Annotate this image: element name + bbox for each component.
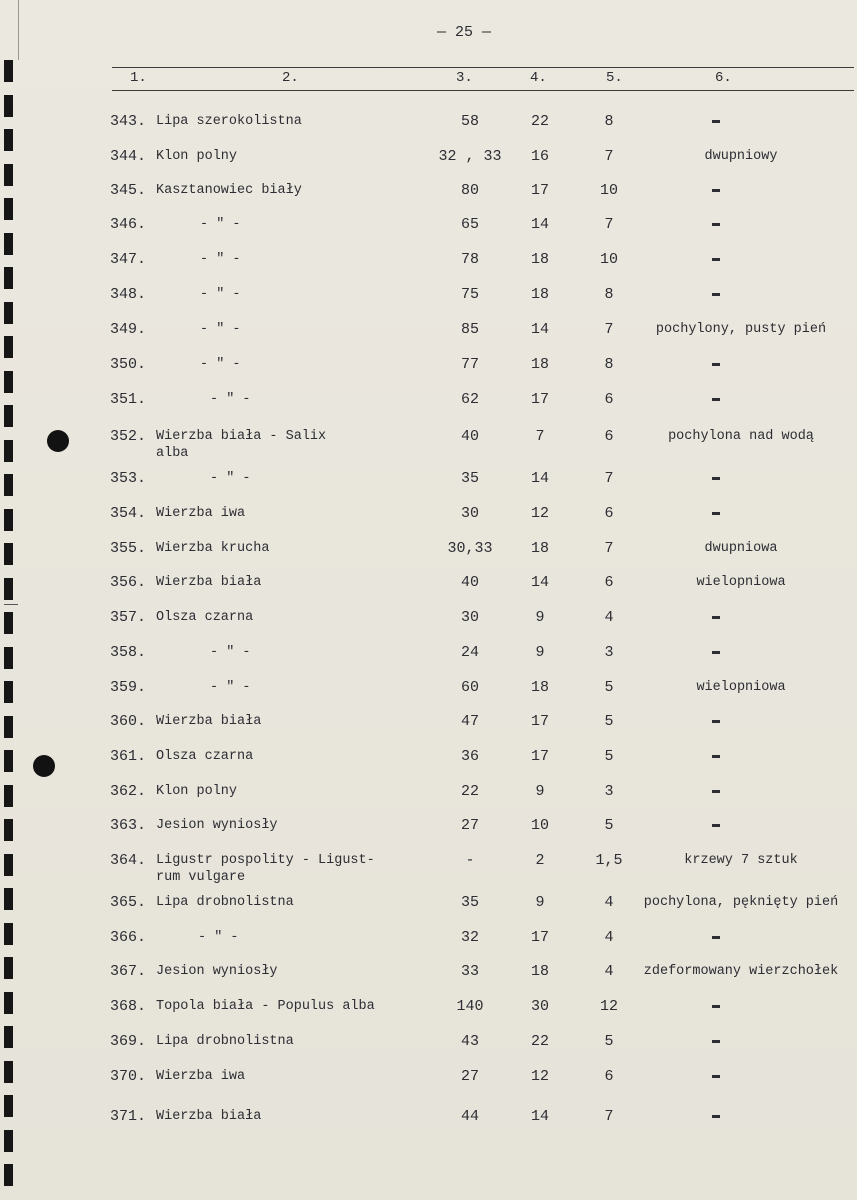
- col3-value: 24: [460, 644, 479, 661]
- binding-mark: [4, 888, 13, 910]
- col3-value: 40: [460, 574, 479, 591]
- col4-value: 17: [530, 929, 549, 946]
- row-number: 343.: [110, 113, 147, 130]
- col4-value: 10: [530, 817, 549, 834]
- remarks: pochylona nad wodą: [668, 429, 814, 444]
- col3-value: 32 , 33: [438, 148, 502, 165]
- binding-mark: [4, 129, 13, 151]
- col3-value: 30: [460, 505, 479, 522]
- col3-value: 58: [460, 113, 479, 130]
- col4-value: 14: [530, 216, 549, 233]
- remarks: dwupniowa: [704, 541, 778, 556]
- col4-value: 18: [530, 540, 549, 557]
- row-number: 346.: [110, 216, 147, 233]
- species-name: - " -: [210, 392, 251, 407]
- row-number: 350.: [110, 356, 147, 373]
- col5-value: 3: [604, 783, 614, 800]
- row-number: 354.: [110, 505, 147, 522]
- binding-mark: [4, 854, 13, 876]
- binding-mark: [4, 233, 13, 255]
- col4-value: 9: [535, 644, 545, 661]
- row-number: 358.: [110, 644, 147, 661]
- binding-mark: [4, 716, 13, 738]
- col5-value: 7: [604, 540, 614, 557]
- col4-value: 22: [530, 1033, 549, 1050]
- col5-value: 5: [604, 713, 614, 730]
- row-number: 369.: [110, 1033, 147, 1050]
- row-number: 357.: [110, 609, 147, 626]
- col4-value: 14: [530, 470, 549, 487]
- binding-mark: [4, 681, 13, 703]
- binding-mark: [4, 198, 13, 220]
- species-name: Klon polny: [156, 149, 238, 164]
- remarks-dash: [712, 1109, 720, 1126]
- col3-value: 30: [460, 609, 479, 626]
- remarks-dash: [712, 930, 720, 947]
- remarks-dash: [712, 217, 720, 234]
- col4-value: 14: [530, 1108, 549, 1125]
- col3-value: 33: [460, 963, 479, 980]
- header-rule-bottom: [112, 90, 854, 91]
- remarks: zdeformowany wierzchołek: [643, 964, 839, 979]
- col3-value: 35: [460, 470, 479, 487]
- species-name: Jesion wyniosły: [156, 964, 278, 979]
- remarks-dash: [712, 1069, 720, 1086]
- page-number: — 25 —: [437, 24, 492, 41]
- col3-value: 35: [460, 894, 479, 911]
- species-name: Wierzba biała: [156, 1109, 262, 1124]
- col5-value: 1,5: [595, 852, 623, 869]
- remarks-dash: [712, 114, 720, 131]
- col5-value: 12: [599, 998, 618, 1015]
- row-number: 345.: [110, 182, 147, 199]
- col4-value: 17: [530, 748, 549, 765]
- species-name-cont: alba: [156, 446, 189, 461]
- row-number: 360.: [110, 713, 147, 730]
- col4-value: 2: [535, 852, 545, 869]
- row-number: 366.: [110, 929, 147, 946]
- punch-hole: [47, 430, 69, 452]
- remarks-dash: [712, 471, 720, 488]
- col4-value: 12: [530, 1068, 549, 1085]
- remarks-dash: [712, 784, 720, 801]
- species-name-cont: rum vulgare: [156, 870, 246, 885]
- col5-value: 10: [599, 182, 618, 199]
- col3-value: 60: [460, 679, 479, 696]
- remarks-dash: [712, 392, 720, 409]
- binding-mark: [4, 267, 13, 289]
- row-number: 359.: [110, 679, 147, 696]
- row-number: 347.: [110, 251, 147, 268]
- col3-value: 27: [460, 817, 479, 834]
- binding-mark: [4, 509, 13, 531]
- binding-mark: [4, 1095, 13, 1117]
- col4-value: 18: [530, 356, 549, 373]
- col3-value: 44: [460, 1108, 479, 1125]
- col5-value: 6: [604, 391, 614, 408]
- species-name: Wierzba biała - Salix: [156, 429, 327, 444]
- col5-value: 6: [604, 505, 614, 522]
- remarks: krzewy 7 sztuk: [684, 853, 798, 868]
- binding-mark: [4, 1164, 13, 1186]
- remarks-dash: [712, 999, 720, 1016]
- col4-value: 17: [530, 391, 549, 408]
- col4-value: 16: [530, 148, 549, 165]
- col3-value: 62: [460, 391, 479, 408]
- punch-hole: [33, 755, 55, 777]
- col4-value: 9: [535, 894, 545, 911]
- binding-mark: [4, 647, 13, 669]
- species-name: - " -: [198, 930, 239, 945]
- binding-mark: [4, 474, 13, 496]
- species-name: - " -: [200, 252, 241, 267]
- remarks: wielopniowa: [696, 680, 786, 695]
- species-name: - " -: [210, 645, 251, 660]
- row-number: 344.: [110, 148, 147, 165]
- remarks-dash: [712, 357, 720, 374]
- binding-mark: [4, 543, 13, 565]
- species-name: Topola biała - Populus alba: [156, 999, 375, 1014]
- species-name: Jesion wyniosły: [156, 818, 278, 833]
- col3-value: 85: [460, 321, 479, 338]
- species-name: Lipa drobnolistna: [156, 895, 294, 910]
- species-name: - " -: [200, 217, 241, 232]
- species-name: - " -: [200, 357, 241, 372]
- col3-value: 36: [460, 748, 479, 765]
- binding-mark: [4, 992, 13, 1014]
- margin-dash: [4, 604, 18, 605]
- binding-mark: [4, 819, 13, 841]
- remarks-dash: [712, 1034, 720, 1051]
- binding-mark: [4, 336, 13, 358]
- col5-value: 6: [604, 1068, 614, 1085]
- binding-mark: [4, 1061, 13, 1083]
- remarks-dash: [712, 645, 720, 662]
- row-number: 361.: [110, 748, 147, 765]
- species-name: Lipa drobnolistna: [156, 1034, 294, 1049]
- species-name: Kasztanowiec biały: [156, 183, 302, 198]
- col-header-1: 1.: [130, 70, 147, 86]
- row-number: 371.: [110, 1108, 147, 1125]
- remarks: wielopniowa: [696, 575, 786, 590]
- row-number: 365.: [110, 894, 147, 911]
- col5-value: 8: [604, 356, 614, 373]
- col5-value: 7: [604, 148, 614, 165]
- col4-value: 18: [530, 679, 549, 696]
- species-name: Wierzba biała: [156, 575, 262, 590]
- col4-value: 9: [535, 609, 545, 626]
- col3-value: 43: [460, 1033, 479, 1050]
- col4-value: 7: [535, 428, 545, 445]
- remarks-dash: [712, 749, 720, 766]
- col4-value: 14: [530, 574, 549, 591]
- binding-mark: [4, 1026, 13, 1048]
- col5-value: 6: [604, 574, 614, 591]
- col3-value: 27: [460, 1068, 479, 1085]
- col-header-5: 5.: [606, 70, 623, 86]
- remarks-dash: [712, 183, 720, 200]
- col5-value: 7: [604, 470, 614, 487]
- col5-value: 4: [604, 963, 614, 980]
- col5-value: 10: [599, 251, 618, 268]
- col4-value: 14: [530, 321, 549, 338]
- species-name: Ligustr pospolity - Ligust-: [156, 853, 375, 868]
- col3-value: 77: [460, 356, 479, 373]
- species-name: Wierzba krucha: [156, 541, 270, 556]
- col3-value: 47: [460, 713, 479, 730]
- col5-value: 6: [604, 428, 614, 445]
- binding-mark: [4, 95, 13, 117]
- page-edge-line: [18, 0, 19, 60]
- row-number: 368.: [110, 998, 147, 1015]
- col3-value: 40: [460, 428, 479, 445]
- col5-value: 7: [604, 216, 614, 233]
- row-number: 364.: [110, 852, 147, 869]
- col5-value: 4: [604, 929, 614, 946]
- col5-value: 3: [604, 644, 614, 661]
- col-header-3: 3.: [456, 70, 473, 86]
- col5-value: 7: [604, 1108, 614, 1125]
- col-header-6: 6.: [715, 70, 732, 86]
- species-name: - " -: [210, 471, 251, 486]
- col3-value: 80: [460, 182, 479, 199]
- species-name: - " -: [200, 287, 241, 302]
- header-rule-top: [112, 67, 854, 68]
- binding-mark: [4, 371, 13, 393]
- remarks: pochylona, pęknięty pień: [643, 895, 839, 910]
- col3-value: 140: [456, 998, 484, 1015]
- col3-value: 30,33: [447, 540, 493, 557]
- col3-value: -: [465, 852, 475, 869]
- col5-value: 4: [604, 894, 614, 911]
- row-number: 353.: [110, 470, 147, 487]
- col3-value: 75: [460, 286, 479, 303]
- row-number: 355.: [110, 540, 147, 557]
- col5-value: 5: [604, 817, 614, 834]
- row-number: 367.: [110, 963, 147, 980]
- species-name: - " -: [210, 680, 251, 695]
- col4-value: 17: [530, 713, 549, 730]
- binding-mark: [4, 957, 13, 979]
- col5-value: 5: [604, 748, 614, 765]
- remarks-dash: [712, 818, 720, 835]
- col4-value: 30: [530, 998, 549, 1015]
- col4-value: 9: [535, 783, 545, 800]
- col3-value: 32: [460, 929, 479, 946]
- binding-mark: [4, 302, 13, 324]
- remarks: dwupniowy: [704, 149, 778, 164]
- remarks-dash: [712, 610, 720, 627]
- col5-value: 4: [604, 609, 614, 626]
- col4-value: 18: [530, 286, 549, 303]
- col-header-2: 2.: [282, 70, 299, 86]
- binding-mark: [4, 612, 13, 634]
- col3-value: 22: [460, 783, 479, 800]
- binding-mark: [4, 60, 13, 82]
- binding-mark: [4, 923, 13, 945]
- species-name: Klon polny: [156, 784, 238, 799]
- row-number: 363.: [110, 817, 147, 834]
- remarks-dash: [712, 287, 720, 304]
- binding-mark: [4, 1130, 13, 1152]
- row-number: 351.: [110, 391, 147, 408]
- row-number: 348.: [110, 286, 147, 303]
- row-number: 349.: [110, 321, 147, 338]
- species-name: Olsza czarna: [156, 749, 254, 764]
- col4-value: 22: [530, 113, 549, 130]
- col5-value: 7: [604, 321, 614, 338]
- col5-value: 8: [604, 113, 614, 130]
- row-number: 370.: [110, 1068, 147, 1085]
- remarks: pochylony, pusty pień: [655, 322, 827, 337]
- col4-value: 18: [530, 251, 549, 268]
- col4-value: 18: [530, 963, 549, 980]
- row-number: 356.: [110, 574, 147, 591]
- remarks-dash: [712, 714, 720, 731]
- col5-value: 8: [604, 286, 614, 303]
- binding-mark: [4, 750, 13, 772]
- col3-value: 65: [460, 216, 479, 233]
- col3-value: 78: [460, 251, 479, 268]
- species-name: Olsza czarna: [156, 610, 254, 625]
- col5-value: 5: [604, 1033, 614, 1050]
- species-name: Wierzba biała: [156, 714, 262, 729]
- remarks-dash: [712, 506, 720, 523]
- species-name: Wierzba iwa: [156, 1069, 246, 1084]
- species-name: - " -: [200, 322, 241, 337]
- species-name: Lipa szerokolistna: [156, 114, 302, 129]
- row-number: 352.: [110, 428, 147, 445]
- row-number: 362.: [110, 783, 147, 800]
- col5-value: 5: [604, 679, 614, 696]
- col4-value: 17: [530, 182, 549, 199]
- binding-mark: [4, 440, 13, 462]
- binding-mark: [4, 405, 13, 427]
- col-header-4: 4.: [530, 70, 547, 86]
- binding-mark: [4, 785, 13, 807]
- binding-mark: [4, 578, 13, 600]
- binding-mark: [4, 164, 13, 186]
- remarks-dash: [712, 252, 720, 269]
- col4-value: 12: [530, 505, 549, 522]
- species-name: Wierzba iwa: [156, 506, 246, 521]
